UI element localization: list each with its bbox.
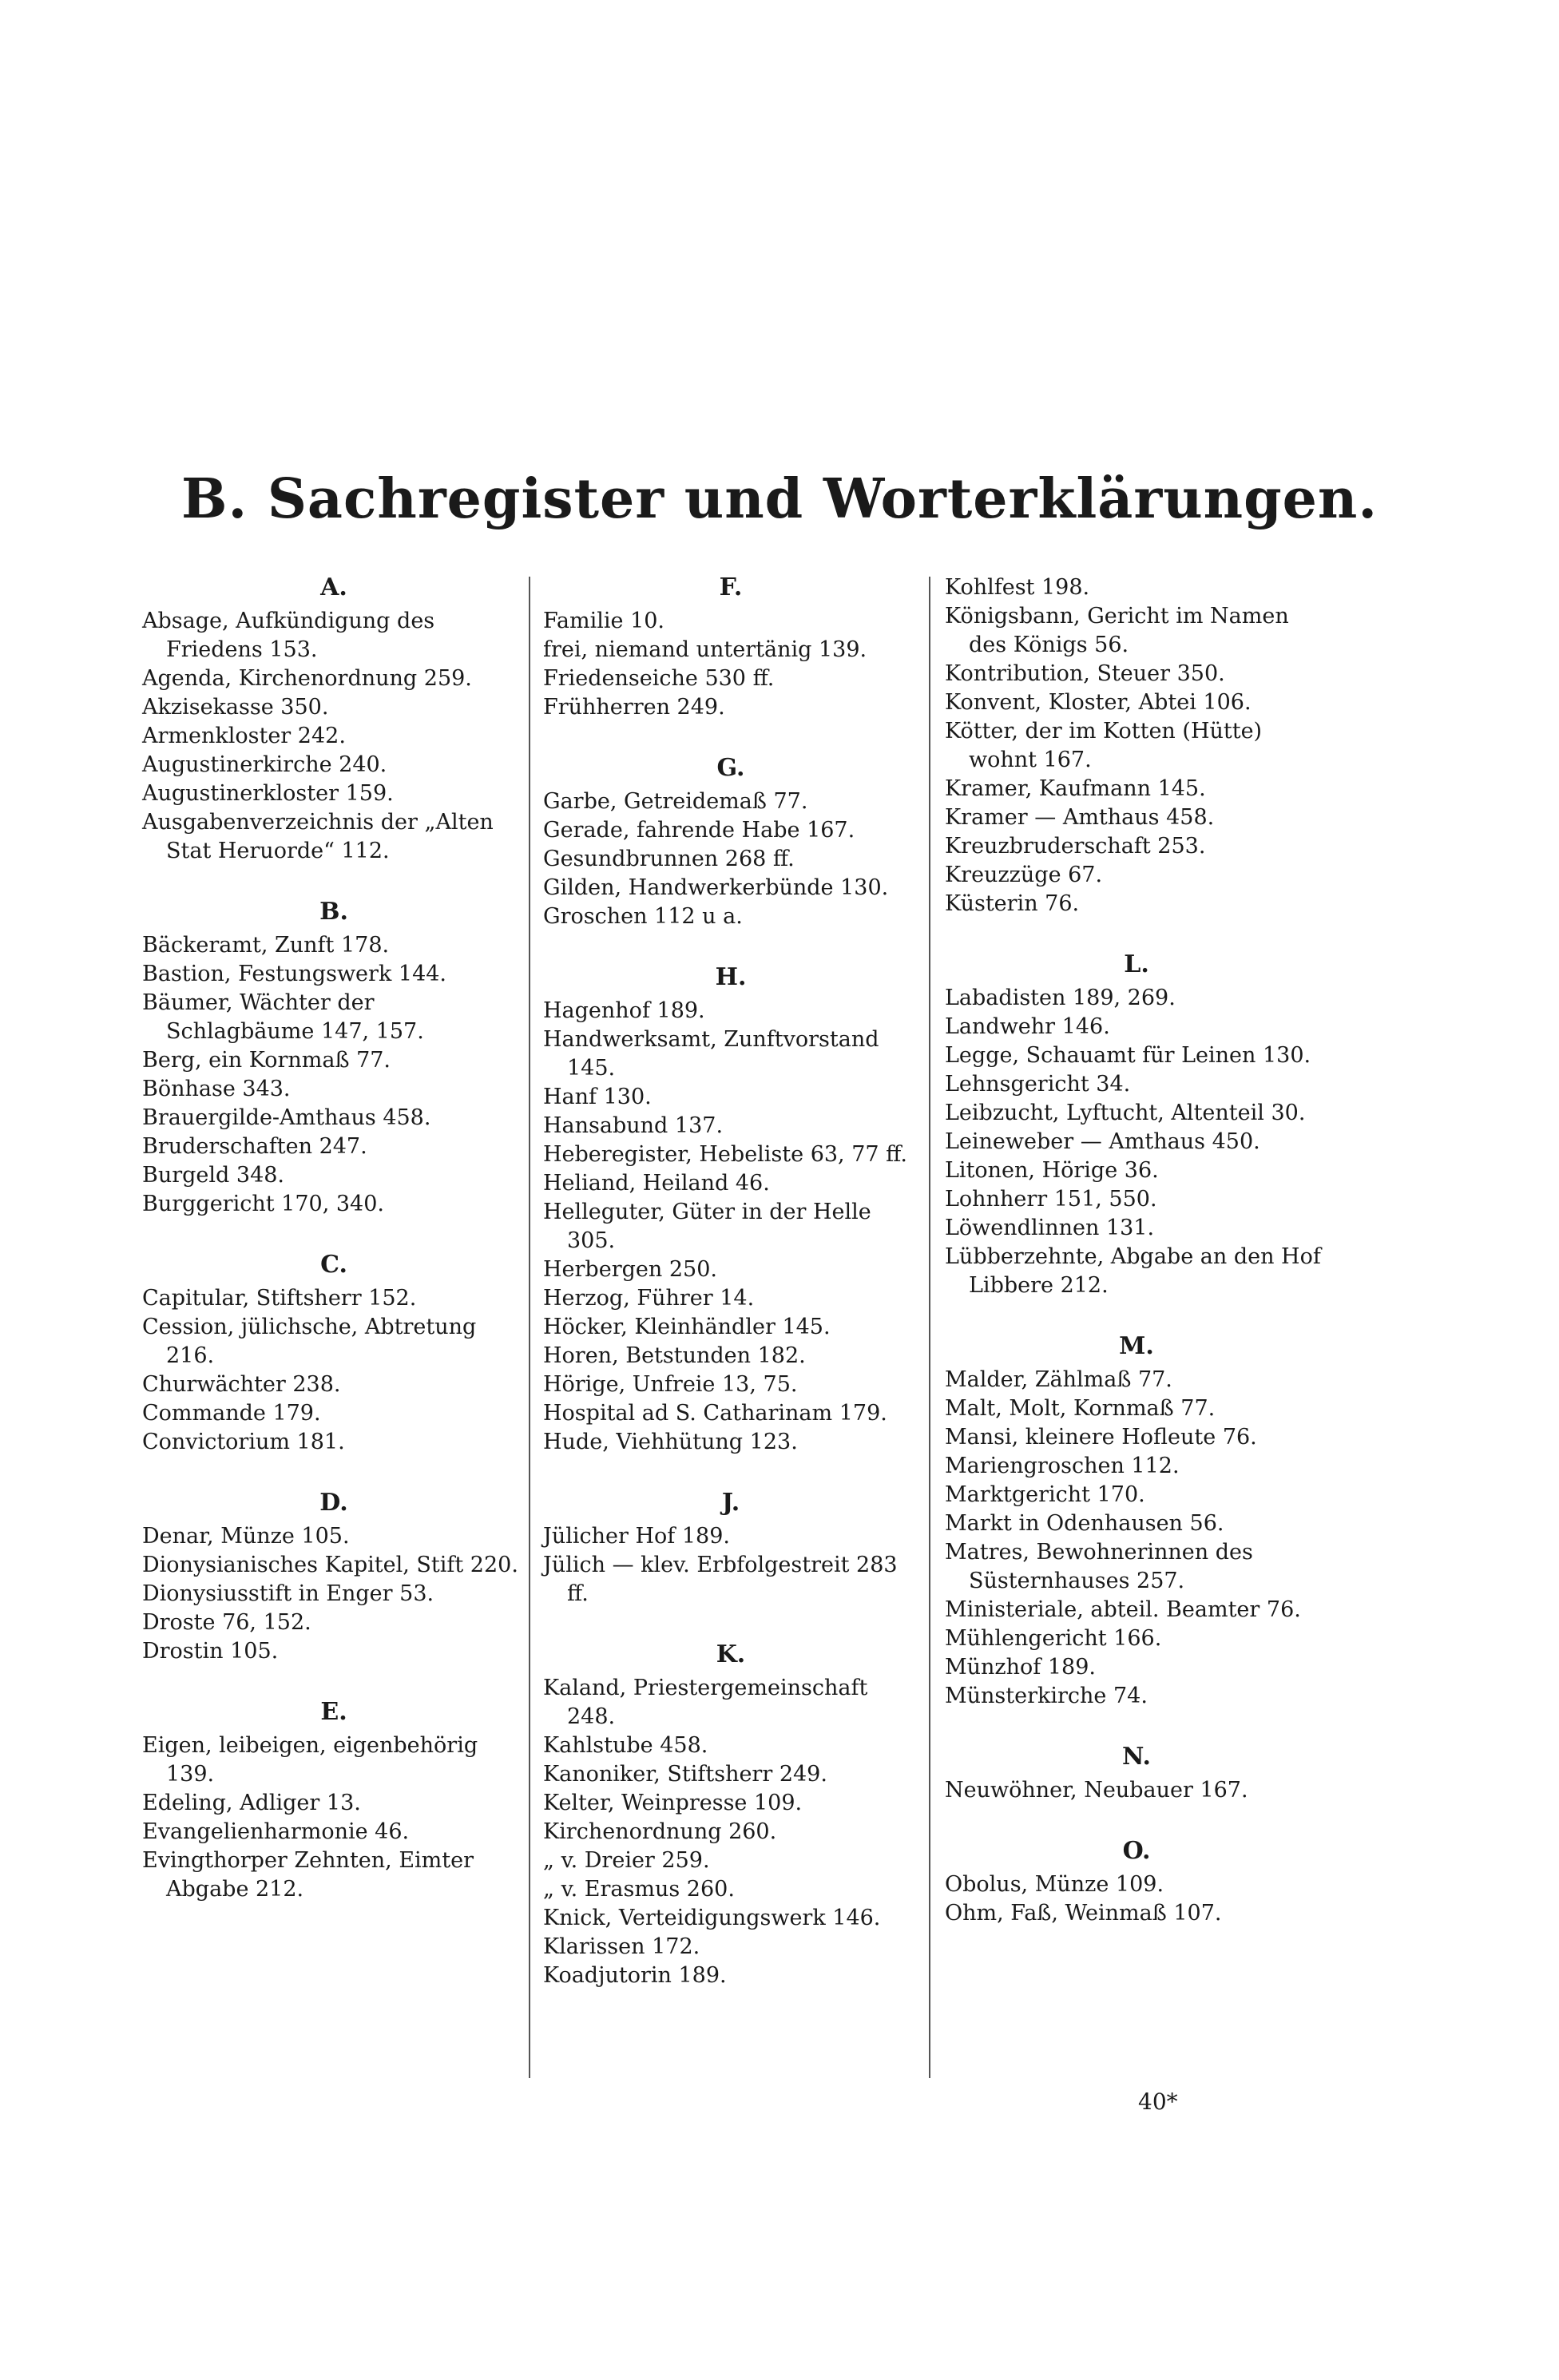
section-letter: H. <box>715 963 747 991</box>
section-letter: F. <box>719 573 743 601</box>
section-gap <box>142 1457 526 1489</box>
section-gap <box>543 1608 918 1640</box>
index-section <box>142 1698 526 1904</box>
section-letter: E. <box>320 1698 347 1726</box>
index-section <box>543 573 918 722</box>
index-entry: Münzhof 189. <box>945 1655 1096 1680</box>
section-letter: K. <box>716 1640 746 1668</box>
index-entry: Helleguter, Güter in der Helle 305. <box>543 1200 871 1253</box>
index-entry: Capitular, Stiftsherr 152. <box>142 1286 417 1311</box>
index-entry: Drostin 105. <box>142 1639 279 1664</box>
index-entry: Evangelienharmonie 46. <box>142 1819 410 1844</box>
index-entry: Lohnherr 151, 550. <box>945 1187 1157 1212</box>
index-entry: Königsbann, Gericht im Namen des Königs 56. <box>945 604 1289 657</box>
index-section <box>543 1489 918 1608</box>
index-entry: Dionysiusstift in Enger 53. <box>142 1581 434 1606</box>
index-entry: Hospital ad S. Catharinam 179. <box>543 1401 887 1426</box>
index-entry: Evingthorper Zehnten, Eimter Abgabe 212. <box>142 1848 474 1902</box>
index-entry: Kontribution, Steuer 350. <box>945 661 1225 686</box>
index-entry: Burgeld 348. <box>142 1163 285 1188</box>
index-section <box>543 754 918 931</box>
index-entry: Mansi, kleinere Hofleute 76. <box>945 1425 1257 1450</box>
index-entry: Augustinerkloster 159. <box>142 781 394 806</box>
index-section <box>945 1743 1328 1805</box>
index-entry: Heberegister, Hebeliste 63, 77 ff. <box>543 1142 907 1167</box>
index-entry: Matres, Bewohnerinnen des Süsternhauses 257. <box>945 1540 1253 1593</box>
index-entry: Jülicher Hof 189. <box>543 1524 730 1549</box>
index-entry: Bönhase 343. <box>142 1077 291 1101</box>
index-entry: Lehnsgericht 34. <box>945 1072 1131 1097</box>
index-entry: Kötter, der im Kotten (Hütte) wohnt 167. <box>945 719 1263 772</box>
index-entry: Familie 10. <box>543 609 665 633</box>
index-section <box>142 1251 526 1457</box>
index-entry: Konvent, Kloster, Abtei 106. <box>945 690 1252 715</box>
index-entry: Höcker, Kleinhändler 145. <box>543 1315 831 1339</box>
index-section <box>543 1640 918 1990</box>
section-letter: O. <box>1122 1837 1151 1865</box>
index-entry: Knick, Verteidigungswerk 146. <box>543 1906 881 1930</box>
section-gap <box>945 1300 1328 1332</box>
index-entry: Kreuzbruderschaft 253. <box>945 834 1206 859</box>
section-letter: L. <box>1124 950 1149 978</box>
index-entry: Labadisten 189, 269. <box>945 986 1176 1010</box>
index-entry: Hörige, Unfreie 13, 75. <box>543 1372 798 1397</box>
index-entry: Münsterkirche 74. <box>945 1684 1148 1708</box>
index-entry: Gilden, Handwerkerbünde 130. <box>543 875 889 900</box>
index-entry: Cession, jülichsche, Abtretung 216. <box>142 1315 477 1368</box>
section-letter: D. <box>319 1489 348 1517</box>
column-divider-right <box>929 577 930 2078</box>
index-entry: Klarissen 172. <box>543 1934 700 1959</box>
index-entry: „ v. Erasmus 260. <box>543 1877 735 1902</box>
index-entry: Landwehr 146. <box>945 1014 1110 1039</box>
index-entry: Ohm, Faß, Weinmaß 107. <box>945 1901 1222 1926</box>
index-section <box>142 1489 526 1666</box>
index-entry: Gerade, fahrende Habe 167. <box>543 818 855 843</box>
index-entry: Akzisekasse 350. <box>142 695 329 720</box>
index-entry: Churwächter 238. <box>142 1372 341 1397</box>
index-entry: Kelter, Weinpresse 109. <box>543 1791 803 1815</box>
index-entry: Kaland, Priestergemeinschaft 248. <box>543 1676 868 1729</box>
index-column-1 <box>142 573 526 1904</box>
section-gap <box>543 931 918 963</box>
index-entry: Groschen 112 u a. <box>543 904 743 929</box>
index-entry: Neuwöhner, Neubauer 167. <box>945 1778 1248 1803</box>
index-entry: Jülich — klev. Erbfolgestreit 283 ff. <box>543 1553 898 1606</box>
index-entry: Commande 179. <box>142 1401 321 1426</box>
index-entry: Agenda, Kirchenordnung 259. <box>142 666 472 691</box>
index-column-3 <box>945 573 1328 1928</box>
index-entry: Mühlengericht 166. <box>945 1626 1162 1651</box>
index-entry: Herbergen 250. <box>543 1257 717 1282</box>
section-letter: N. <box>1122 1743 1151 1771</box>
section-gap <box>142 1219 526 1251</box>
index-entry: Garbe, Getreidemaß 77. <box>543 789 808 814</box>
section-letter: J. <box>721 1489 740 1517</box>
index-entry: Gesundbrunnen 268 ff. <box>543 847 795 871</box>
index-entry: Obolus, Münze 109. <box>945 1872 1164 1897</box>
index-entry: Hanf 130. <box>543 1085 652 1109</box>
index-entry: Kanoniker, Stiftsherr 249. <box>543 1762 827 1787</box>
index-entry: Absage, Aufkündigung des Friedens 153. <box>142 609 435 662</box>
index-entry: Kirchenordnung 260. <box>543 1819 777 1844</box>
index-entry: Koadjutorin 189. <box>543 1963 727 1988</box>
index-entry: Frühherren 249. <box>543 695 725 720</box>
index-section <box>142 898 526 1219</box>
index-entry: Löwendlinnen 131. <box>945 1216 1155 1240</box>
index-entry: Dionysianisches Kapitel, Stift 220. <box>142 1553 518 1577</box>
index-entry: Hansabund 137. <box>543 1113 724 1138</box>
index-entry: Küsterin 76. <box>945 891 1080 916</box>
index-entry: Brauergilde-Amthaus 458. <box>142 1105 431 1130</box>
index-section <box>945 1837 1328 1928</box>
index-section <box>142 573 526 866</box>
index-entry: Herzog, Führer 14. <box>543 1286 755 1311</box>
index-entry: Hagenhof 189. <box>543 998 705 1023</box>
section-gap <box>543 722 918 754</box>
index-entry: Kreuzzüge 67. <box>945 863 1103 887</box>
section-letter: A. <box>320 573 347 601</box>
index-entry: Kramer — Amthaus 458. <box>945 805 1215 830</box>
section-gap <box>945 1805 1328 1837</box>
index-column-2 <box>543 573 918 1990</box>
index-entry: Denar, Münze 105. <box>142 1524 350 1549</box>
section-letter: B. <box>319 898 348 926</box>
index-entry: Ausgabenverzeichnis der „Alten Stat Heruorde“ 112. <box>142 810 494 863</box>
index-entry: Bastion, Festungswerk 144. <box>142 962 447 986</box>
index-entry: Legge, Schauamt für Leinen 130. <box>945 1043 1311 1068</box>
section-gap <box>142 1666 526 1698</box>
index-entry: Edeling, Adliger 13. <box>142 1791 361 1815</box>
index-entry: Bruderschaften 247. <box>142 1134 367 1159</box>
index-entry: Lübberzehnte, Abgabe an den Hof Libbere 212. <box>945 1244 1321 1298</box>
index-entry: Malt, Molt, Kornmaß 77. <box>945 1396 1216 1421</box>
index-section <box>945 1332 1328 1711</box>
index-entry: Litonen, Hörige 36. <box>945 1158 1159 1183</box>
index-entry: Hude, Viehhütung 123. <box>543 1430 798 1454</box>
index-entry: Augustinerkirche 240. <box>142 752 387 777</box>
index-entry: Armenkloster 242. <box>142 724 346 748</box>
index-entry: Mariengroschen 112. <box>945 1454 1180 1478</box>
index-entry: Droste 76, 152. <box>142 1610 311 1635</box>
index-entry: Malder, Zählmaß 77. <box>945 1367 1172 1392</box>
index-entry: Berg, ein Kornmaß 77. <box>142 1048 391 1073</box>
index-section <box>543 963 918 1457</box>
index-section <box>945 573 1328 918</box>
index-entry: Horen, Betstunden 182. <box>543 1343 806 1368</box>
section-gap <box>543 1457 918 1489</box>
index-entry: Marktgericht 170. <box>945 1482 1145 1507</box>
section-gap <box>142 866 526 898</box>
index-entry: Leineweber — Amthaus 450. <box>945 1129 1260 1154</box>
index-entry: Markt in Odenhausen 56. <box>945 1511 1224 1536</box>
page-number: 40* <box>1138 2088 1178 2115</box>
section-letter: C. <box>320 1251 347 1279</box>
section-gap <box>945 918 1328 950</box>
index-entry: Handwerksamt, Zunftvorstand 145. <box>543 1027 879 1081</box>
column-divider-left <box>529 577 530 2078</box>
index-entry: Convictorium 181. <box>142 1430 345 1454</box>
section-gap <box>945 1711 1328 1743</box>
index-entry: Kramer, Kaufmann 145. <box>945 776 1206 801</box>
section-letter: G. <box>716 754 745 782</box>
index-entry: Burggericht 170, 340. <box>142 1192 384 1216</box>
index-entry: frei, niemand untertänig 139. <box>543 637 867 662</box>
index-entry: „ v. Dreier 259. <box>543 1848 710 1873</box>
page-title: B. Sachregister und Worterklärungen. <box>181 467 1378 531</box>
index-entry: Bäckeramt, Zunft 178. <box>142 933 390 958</box>
index-entry: Heliand, Heiland 46. <box>543 1171 770 1196</box>
index-entry: Eigen, leibeigen, eigenbehörig 139. <box>142 1733 478 1787</box>
index-entry: Ministeriale, abteil. Beamter 76. <box>945 1597 1301 1622</box>
index-entry: Kohlfest 198. <box>945 575 1090 600</box>
index-section <box>945 950 1328 1300</box>
index-entry: Friedenseiche 530 ff. <box>543 666 775 691</box>
index-entry: Kahlstube 458. <box>543 1733 708 1758</box>
section-letter: M. <box>1119 1332 1154 1360</box>
index-entry: Leibzucht, Lyftucht, Altenteil 30. <box>945 1101 1306 1125</box>
index-entry: Bäumer, Wächter der Schlagbäume 147, 157. <box>142 990 424 1044</box>
